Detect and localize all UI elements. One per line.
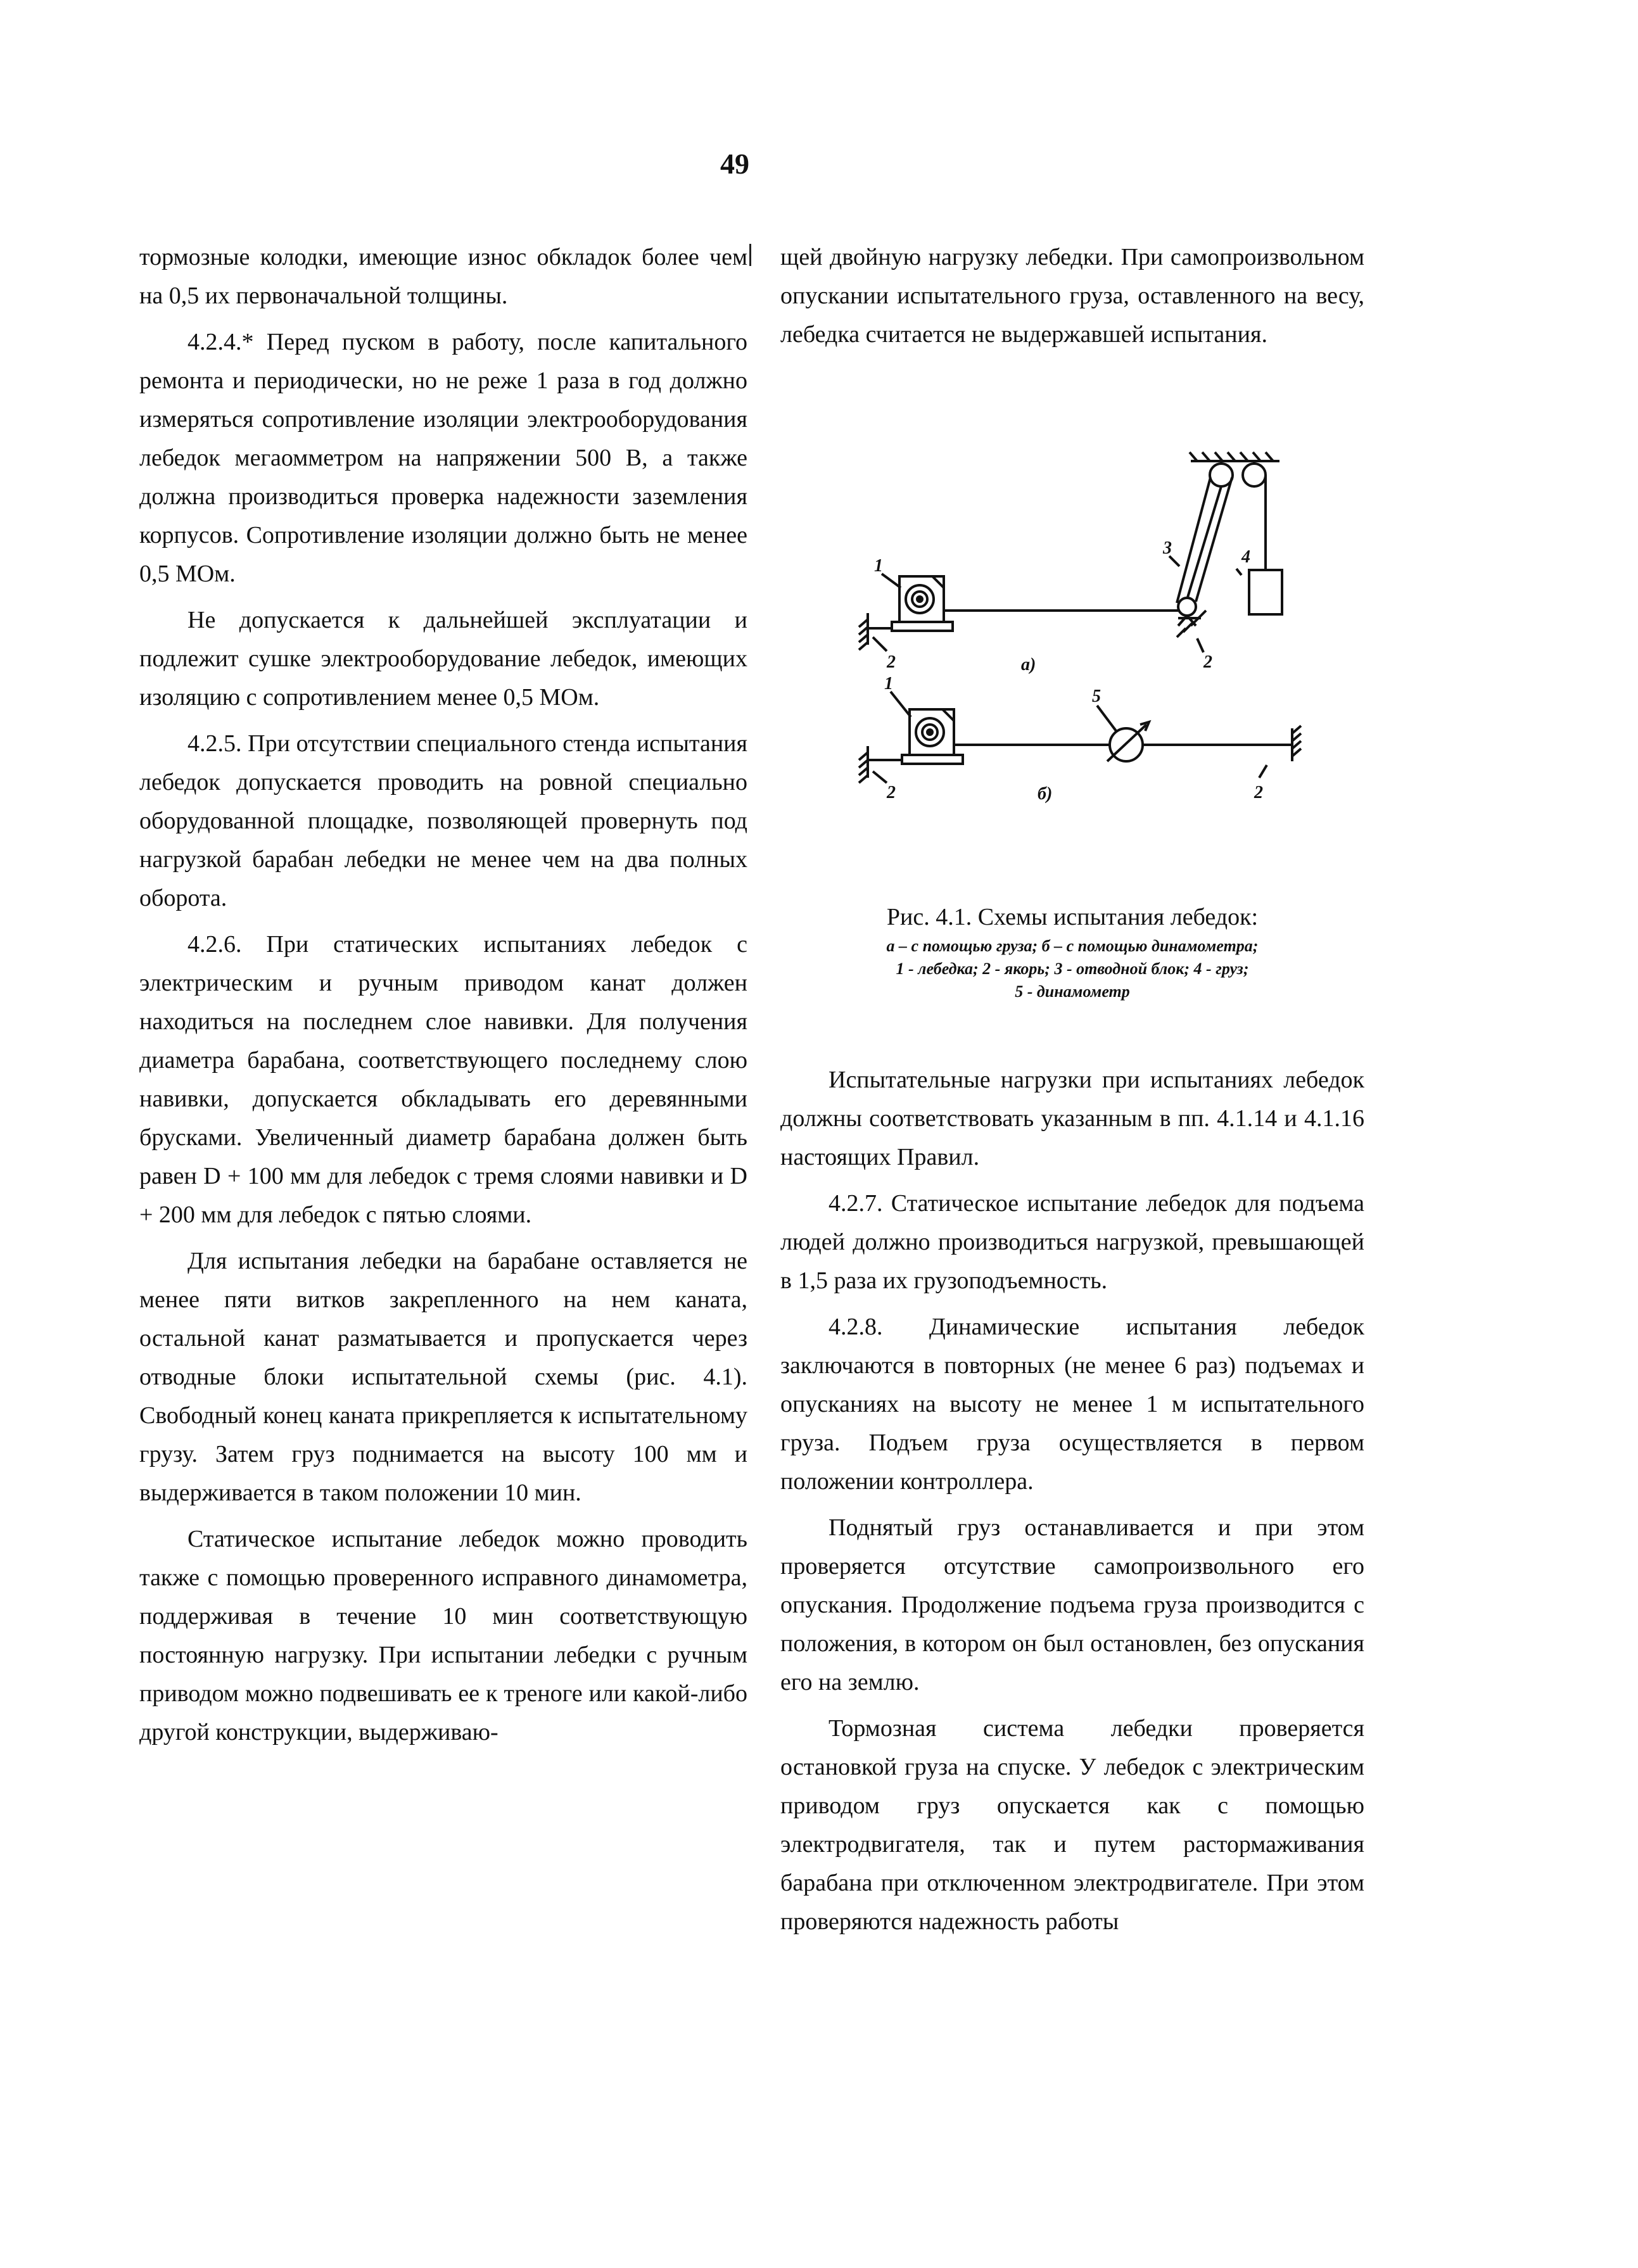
wall-hatch [859,619,868,627]
paragraph: Для испытания лебедки на барабане оставляется не менее пяти витков закрепленного на нем каната, остальной канат разматывается и пропускается через отводные блоки испытательной схемы (рис. 4.1). Свободный конец каната прикрепляется к испытательному грузу. Затем груз поднимается на высоту 100 мм и выдерживается в таком положении 10 мин. [139,1248,747,1506]
figure-caption-legend: 5 - динамометр [1015,982,1130,1001]
right-column-bottom [780,1061,1364,1949]
winch-drum-axle-b [927,730,932,735]
wall-hatch [859,768,868,775]
label-anchor-b-left: 2 [887,783,896,802]
wall-hatch [859,627,868,635]
page-number: 49 [720,148,749,180]
label-winch-b: 1 [884,674,893,694]
paragraph: Поднятый груз останавливается и при этом проверяется отсутствие самопроизвольного его опускания. Продолжение подъема груза производится с положения, в котором он был остановлен, без опускания его на землю. [780,1514,1364,1695]
column-divider [749,244,751,266]
figure-caption-title: Рис. 4.1. Схемы испытания лебедок: [886,904,1259,930]
wall-hatch [1292,733,1301,741]
ceiling-hatch [1190,452,1197,461]
paragraph: 4.2.4.* Перед пуском в работу, после капитального ремонта и периодически, но не реже 1 раза в год должно измеряться сопротивление изоляции электрооборудования лебедок мегаомметром на напряжении 500 В, а также должна производиться проверка надежности заземления корпусов. Сопротивление изоляции должно быть не менее 0,5 МОм. [139,329,747,587]
paragraph: Статическое испытание лебедок можно проводить также с помощью проверенного исправного динамометра, поддерживая в течение 10 мин соответствующую постоянную нагрузку. При испытании лебедки с ручным приводом можно подвешивать ее к треноге или какой-либо другой конструкции, выдерживаю- [139,1526,747,1745]
label-winch-a: 1 [874,556,883,576]
anchor-hatch [1177,628,1186,637]
paragraph: тормозные колодки, имеющие износ обкладок более чем на 0,5 их первоначальной толщины. [139,244,747,309]
winch-chamfer [932,576,944,588]
paragraph: 4.2.7. Статическое испытание лебедок для подъема людей должно производиться нагрузкой, превышающей в 1,5 раза их грузоподъемность. [780,1190,1364,1294]
label-anchor-a-left: 2 [887,652,896,672]
label-weight: 4 [1241,547,1250,567]
leader-line [891,692,911,717]
left-column [139,238,747,1759]
dynamometer-needle [1107,725,1146,761]
leader-line [1097,706,1116,731]
wall-hatch [859,775,868,783]
label-anchor-a-right: 2 [1203,652,1212,672]
figure-winch-test-schemes [823,436,1330,835]
label-dynamometer: 5 [1092,687,1101,706]
winch-drum-axle [917,597,922,602]
ceiling-hatch [1253,452,1260,461]
figure-diagram [823,436,1330,835]
winch-base [892,622,953,631]
label-variant-b: б) [1038,784,1053,804]
leader-line [873,637,887,651]
label-block: 3 [1163,538,1172,558]
leader-line [1236,569,1241,575]
figure-caption [780,899,1364,1003]
leader-line [882,574,901,588]
paragraph: щей двойную нагрузку лебедки. При самопроизвольном опускании испытательного груза, оставленного на весу, лебедка считается не выдержавшей испытания. [780,244,1364,348]
ceiling-hatch [1215,452,1222,461]
label-anchor-b-right: 2 [1254,783,1263,802]
ceiling-hatch [1240,452,1248,461]
label-variant-a: a) [1021,655,1036,675]
wall-hatch [1292,726,1301,733]
lower-block [1178,598,1196,616]
wall-hatch [1292,749,1301,756]
winch-base-b [902,755,963,764]
weight-box [1249,570,1282,614]
wall-hatch [1292,741,1301,749]
right-column-top [780,238,1364,362]
rope [1196,478,1232,602]
paragraph: 4.2.6. При статических испытаниях лебедок с электрическим и ручным приводом канат должен находиться на последнем слое навивки. Для получения диаметра барабана, соответствующего последнему слою навивки, допускается обкладывать его деревянными брусками. Увеличенный диаметр барабана должен быть равен D + 100 мм для лебедок с тремя слоями навивки и D + 200 мм для лебедок с пятью слоями. [139,931,747,1228]
figure-caption-legend: 1 - лебедка; 2 - якорь; 3 - отводной блок; 4 - груз; [896,960,1249,978]
leader-line [1197,638,1203,652]
leader-line [1259,765,1267,778]
paragraph: Не допускается к дальнейшей эксплуатации и подлежит сушке электрооборудование лебедок, имеющих изоляцию с сопротивлением менее 0,5 МОм. [139,607,747,711]
paragraph: Испытательные нагрузки при испытаниях лебедок должны соответствовать указанным в пп. 4.1.14 и 4.1.16 настоящих Правил. [780,1067,1364,1170]
figure-caption-legend: а – с помощью груза; б – с помощью динамометра; [886,937,1259,955]
paragraph: 4.2.8. Динамические испытания лебедок заключаются в повторных (не менее 6 раз) подъемах и опусканиях на высоту не менее 1 м испытательного груза. Подъем груза осуществляется в первом положении контроллера. [780,1314,1364,1495]
wall-hatch [859,642,868,650]
wall-hatch [859,752,868,760]
ceiling-hatch [1202,452,1210,461]
wall-hatch [859,635,868,642]
ceiling-hatch [1228,452,1235,461]
paragraph: Тормозная система лебедки проверяется остановкой груза на спуске. У лебедок с электрическим приводом груз опускается как с помощью электродвигателя, так и путем растормаживания барабана при отключенном электродвигателе. При этом проверяются надежность работы [780,1715,1364,1935]
upper-pulley-right [1243,464,1266,486]
wall-hatch [859,760,868,768]
winch-chamfer-b [943,709,954,721]
paragraph: 4.2.5. При отсутствии специального стенда испытания лебедок допускается проводить на ровной специально оборудованной площадке, позволяющей провернуть под нагрузкой барабан лебедки не менее чем на два полных оборота. [139,730,747,911]
leader-line [873,771,887,783]
ceiling-hatch [1266,452,1273,461]
